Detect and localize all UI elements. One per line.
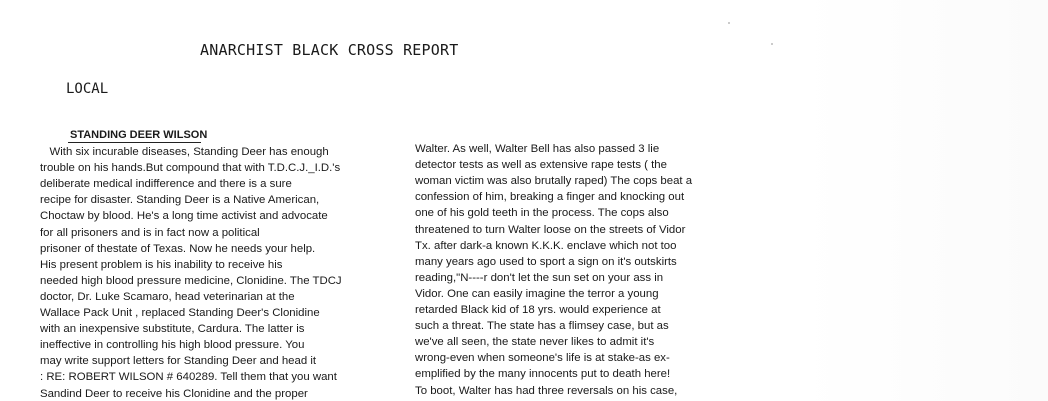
text-line: His present problem is his inability to receive his bbox=[40, 258, 283, 271]
text-line: woman victim was also brutally raped) The cops beat a bbox=[415, 175, 693, 188]
text-line: Choctaw by blood. He's a long time activist and advocate bbox=[40, 210, 328, 223]
text-line: we've all seen, the state never likes to admit it's bbox=[415, 336, 655, 349]
text-line: Sandind Deer to receive his Clonidine and the proper bbox=[40, 387, 308, 400]
text-line: needed high blood pressure medicine, Clonidine. The TDCJ bbox=[40, 274, 342, 287]
text-line: doctor, Dr. Luke Scamaro, head veterinarian at the bbox=[40, 290, 295, 303]
text-line: trouble on his hands.But compound that with T.D.C.J._I.D.'s bbox=[40, 162, 341, 175]
text-line: for all prisoners and is in fact now a political bbox=[40, 226, 260, 239]
section-label: LOCAL bbox=[66, 81, 109, 97]
paper-edge-shading bbox=[800, 0, 1048, 401]
text-line: prisoner of thestate of Texas. Now he needs your help. bbox=[40, 242, 316, 255]
text-line: Tx. after dark-a known K.K.K. enclave which not too bbox=[415, 239, 677, 252]
text-line: detector tests as well as extensive rape tests ( the bbox=[415, 159, 667, 172]
paper-speck bbox=[728, 22, 730, 24]
paper-speck bbox=[771, 43, 773, 45]
text-line: with an inexpensive substitute, Cardura. The latter is bbox=[40, 323, 305, 336]
text-line: reading,"N----r don't let the sun set on your ass in bbox=[415, 271, 664, 284]
text-line: retarded Black kid of 18 yrs. would experience at bbox=[415, 304, 661, 316]
text-line: such a threat. The state has a flimsey case, but as bbox=[415, 320, 669, 333]
text-line: recipe for disaster. Standing Deer is a Native American, bbox=[40, 194, 320, 207]
text-line: threatened to turn Walter loose on the streets of Vidor bbox=[415, 223, 686, 236]
text-line: Walter. As well, Walter Bell has also passed 3 lie bbox=[415, 143, 660, 155]
text-line: Wallace Pack Unit , replaced Standing Deer's Clonidine bbox=[40, 307, 320, 319]
text-line: Vidor. One can easily imagine the terror a young bbox=[415, 287, 659, 300]
text-line: may write support letters for Standing Deer and head it bbox=[40, 355, 317, 368]
text-line: confession of him, breaking a finger and knocking out bbox=[415, 191, 685, 204]
heading-underline bbox=[68, 142, 201, 143]
text-line: wrong-even when someone's life is at stake-as ex- bbox=[415, 352, 670, 365]
article-heading: STANDING DEER WILSON bbox=[70, 129, 208, 141]
text-line: one of his gold teeth in the process. The cops also bbox=[415, 207, 669, 220]
text-line: To boot, Walter has had three reversals on his case, bbox=[415, 384, 678, 397]
text-line: ineffective in controlling his high blood pressure. You bbox=[40, 339, 305, 352]
text-line: With six incurable diseases, Standing Deer has enough bbox=[40, 146, 329, 158]
document-title: ANARCHIST BLACK CROSS REPORT bbox=[200, 41, 459, 59]
text-line: emplified by the many innocents put to death here! bbox=[415, 368, 671, 381]
text-line: : RE: ROBERT WILSON # 640289. Tell them that you want bbox=[40, 371, 337, 384]
text-line: deliberate medical indifference and there is a sure bbox=[40, 178, 292, 191]
text-line: many years ago used to sport a sign on it's outskirts bbox=[415, 255, 677, 268]
